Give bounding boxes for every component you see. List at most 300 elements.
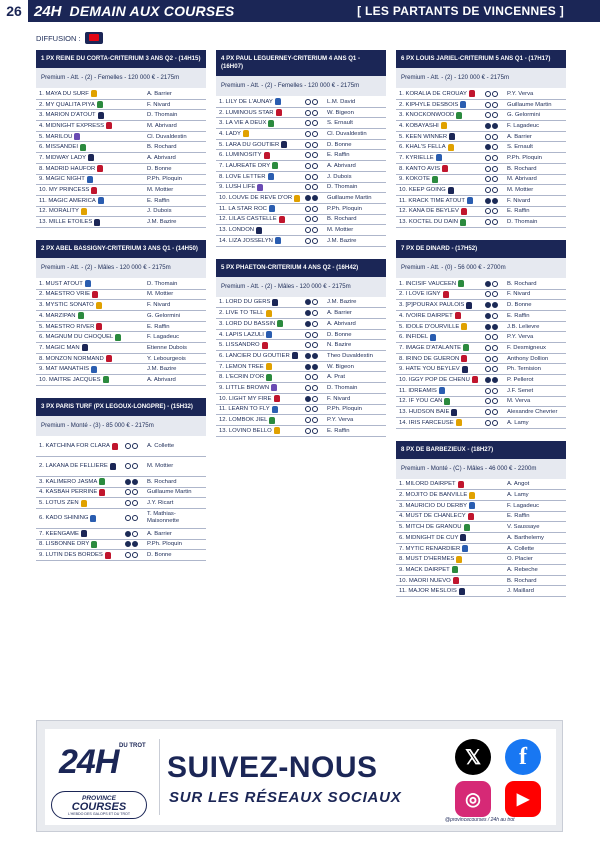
horse-cell: [399, 387, 485, 394]
horseshoe-icon: [132, 479, 138, 485]
horseshoe-icon: [125, 489, 131, 495]
horse-cell: [399, 566, 485, 573]
horse-cell: [399, 122, 485, 129]
runner-row: [396, 386, 566, 397]
horse-name: 8. MONZON NORMAND: [39, 355, 104, 362]
jockey-silk-icon: [97, 101, 103, 108]
horseshoe-icon: [312, 206, 318, 212]
horse-cell: [219, 216, 305, 223]
runner-row: [396, 565, 566, 576]
banner-logo: 24H: [59, 743, 119, 781]
runner-row: [36, 343, 206, 354]
horseshoe-icon: [305, 364, 311, 370]
horse-cell: [219, 120, 305, 127]
runner-row: [396, 512, 566, 523]
jockey-silk-icon: [78, 312, 84, 319]
horse-cell: [399, 481, 485, 488]
shoeing-cell: [305, 364, 327, 370]
runner-row: [396, 501, 566, 512]
horseshoe-icon: [312, 174, 318, 180]
jockey-silk-icon: [430, 334, 436, 341]
runner-row: [216, 225, 386, 236]
horseshoe-icon: [305, 184, 311, 190]
shoeing-cell: [305, 163, 327, 169]
horse-cell: [399, 219, 485, 226]
horse-name: 7. KYRIELLE: [399, 154, 434, 161]
horse-cell: [219, 363, 305, 370]
driver-name: M. Mottier: [147, 462, 174, 469]
horseshoe-icon: [492, 123, 498, 129]
driver-name: F. Lagadeuc: [507, 502, 540, 509]
driver-name: F. Lagadeuc: [507, 122, 540, 129]
horse-cell: [399, 502, 485, 509]
horse-name: 6. KHAL'S FELLA: [399, 144, 446, 151]
horseshoe-icon: [305, 206, 311, 212]
horseshoe-icon: [305, 110, 311, 116]
horseshoe-icon: [312, 406, 318, 412]
runner-row: [216, 298, 386, 309]
jockey-silk-icon: [459, 588, 465, 595]
horse-name: 10. MAITRE JACQUES: [39, 376, 101, 383]
driver-name: Guillaume Martin: [147, 489, 192, 496]
race-conditions: Premium - Monté - (3) - 85 000 € - 2175m: [36, 416, 206, 437]
jockey-silk-icon: [266, 310, 272, 317]
runner-row: [36, 290, 206, 301]
horse-name: 2. MAESTRO VRIE: [39, 291, 91, 298]
driver-name: F. Nivard: [147, 302, 171, 309]
horse-cell: [39, 101, 125, 108]
shoeing-cell: [485, 366, 507, 372]
horse-name: 9. KOKOTE: [399, 176, 431, 183]
facebook-icon[interactable]: f: [505, 739, 541, 775]
horseshoe-icon: [492, 144, 498, 150]
jockey-silk-icon: [432, 176, 438, 183]
horse-cell: [219, 130, 305, 137]
driver-name: Alexandre Chevrier: [507, 409, 558, 416]
driver-name: Ph. Ternision: [507, 366, 541, 373]
jockey-silk-icon: [274, 395, 280, 402]
runner-row: [396, 110, 566, 121]
driver-name: E. Raffin: [507, 208, 530, 215]
horseshoe-icon: [312, 120, 318, 126]
jockey-silk-icon: [115, 334, 121, 341]
horse-name: 5. MARILOU: [39, 133, 73, 140]
horse-name: 1. MUST ATOUT: [39, 280, 83, 287]
runner-row: [396, 121, 566, 132]
horse-name: 5. MAESTRO RIVER: [39, 323, 95, 330]
horseshoe-icon: [305, 99, 311, 105]
jockey-silk-icon: [467, 197, 473, 204]
horseshoe-icon: [305, 142, 311, 148]
shoeing-cell: [305, 353, 327, 359]
driver-name: J. Dubois: [327, 173, 352, 180]
horse-name: 6. LUMINOSITY: [219, 152, 262, 159]
horseshoe-icon: [485, 176, 491, 182]
horse-cell: [399, 291, 485, 298]
jockey-silk-icon: [272, 162, 278, 169]
runner-row: [36, 164, 206, 175]
runner-row: [36, 364, 206, 375]
shoeing-cell: [485, 166, 507, 172]
horseshoe-icon: [305, 310, 311, 316]
horse-name: 5. KEEN WINNER: [399, 133, 448, 140]
shoeing-cell: [485, 377, 507, 383]
shoeing-cell: [485, 198, 507, 204]
horse-cell: [399, 302, 485, 309]
horseshoe-icon: [492, 208, 498, 214]
driver-name: J.Y. Ricart: [147, 500, 174, 507]
shoeing-cell: [305, 321, 327, 327]
jockey-silk-icon: [90, 515, 96, 522]
horse-name: 13. MILLE ETOILES: [39, 219, 93, 226]
driver-name: D. Thomain: [327, 384, 358, 391]
horse-name: 12. KANA DE BEYLEV: [399, 208, 459, 215]
horseshoe-icon: [125, 443, 131, 449]
jockey-silk-icon: [448, 187, 454, 194]
horse-name: 2. LAKANA DE FELLIERE: [39, 462, 108, 469]
shoeing-cell: [305, 174, 327, 180]
jockey-silk-icon: [91, 366, 97, 373]
race-block: [216, 50, 386, 247]
jockey-silk-icon: [460, 534, 466, 541]
horse-cell: [39, 291, 125, 298]
driver-name: A. Barthelemy: [507, 534, 544, 541]
driver-name: E. Raffin: [507, 513, 530, 520]
horse-cell: [219, 173, 305, 180]
horse-name: 3. LORD DU BASSIN: [219, 320, 276, 327]
social-banner: [36, 720, 563, 832]
horseshoe-icon: [492, 420, 498, 426]
horse-name: 6. KADO SHINING: [39, 514, 89, 521]
runner-row: [396, 196, 566, 207]
driver-name: W. Bigeon: [327, 363, 354, 370]
driver-name: A. Barrier: [507, 133, 532, 140]
runner-row: [216, 330, 386, 341]
driver-name: A. Abrivard: [327, 320, 356, 327]
youtube-icon[interactable]: ▶: [505, 781, 541, 817]
horse-cell: [219, 152, 305, 159]
shoeing-cell: [485, 409, 507, 415]
race-title: 6 PX LOUIS JARIEL-CRITERIUM 5 ANS Q1 - (17H17): [396, 50, 566, 68]
horseshoe-icon: [125, 500, 131, 506]
horse-name: 8. MUST D'HERMES: [399, 556, 455, 563]
horseshoe-icon: [305, 406, 311, 412]
runner-row: [36, 498, 206, 509]
driver-name: D. Thomain: [147, 112, 178, 119]
runner-row: [396, 300, 566, 311]
driver-name: P.Ph. Ploquin: [327, 205, 362, 212]
horseshoe-icon: [492, 291, 498, 297]
runner-row: [36, 488, 206, 499]
runner-row: [216, 351, 386, 362]
jockey-silk-icon: [276, 109, 282, 116]
jockey-silk-icon: [271, 384, 277, 391]
horseshoe-icon: [485, 112, 491, 118]
driver-name: E. Raffin: [327, 427, 350, 434]
horse-name: 5. IDOLE D'OURVILLE: [399, 323, 460, 330]
shoeing-cell: [485, 302, 507, 308]
jockey-silk-icon: [456, 556, 462, 563]
jockey-silk-icon: [96, 323, 102, 330]
horseshoe-icon: [305, 195, 311, 201]
jockey-silk-icon: [464, 524, 470, 531]
jockey-silk-icon: [453, 577, 459, 584]
province-courses-logo: PROVINCE COURSES L'HEBDO DES GALOPS ET DU TROT: [51, 791, 147, 819]
horse-name: 11. MAGIC AMERICA: [39, 197, 96, 204]
horse-cell: [399, 101, 485, 108]
runner-row: [216, 415, 386, 426]
horse-cell: [39, 208, 125, 215]
horseshoe-icon: [312, 364, 318, 370]
horse-cell: [219, 299, 305, 306]
horseshoe-icon: [312, 310, 318, 316]
horseshoe-icon: [305, 163, 311, 169]
horse-cell: [39, 112, 125, 119]
jockey-silk-icon: [449, 133, 455, 140]
horse-cell: [219, 331, 305, 338]
jockey-silk-icon: [81, 530, 87, 537]
driver-name: A. Lamy: [507, 492, 529, 499]
runner-row: [36, 477, 206, 488]
runner-row: [396, 142, 566, 153]
driver-name: A. Abrivard: [147, 376, 176, 383]
driver-name: D. Bonne: [507, 302, 532, 309]
shoeing-cell: [125, 541, 147, 547]
horse-cell: [219, 205, 305, 212]
horse-cell: [39, 443, 125, 450]
horse-name: 7. IMAGE D'ATALANTE: [399, 344, 462, 351]
horse-cell: [219, 395, 305, 402]
horseshoe-icon: [312, 195, 318, 201]
horse-cell: [219, 227, 305, 234]
horse-name: 8. KANTO AVIS: [399, 165, 441, 172]
horse-name: 6. MIDNIGHT DE CUY: [399, 534, 459, 541]
jockey-silk-icon: [87, 176, 93, 183]
horse-name: 3. KNOCKONWOOD: [399, 112, 455, 119]
driver-name: B. Rochard: [327, 216, 357, 223]
horseshoe-icon: [125, 463, 131, 469]
runner-row: [36, 89, 206, 100]
horseshoe-icon: [125, 541, 131, 547]
shoeing-cell: [485, 398, 507, 404]
runner-row: [216, 118, 386, 129]
jockey-silk-icon: [456, 419, 462, 426]
horse-name: 6. INFIDEL: [399, 334, 429, 341]
tv-channel-icon: [85, 32, 103, 44]
jockey-silk-icon: [94, 219, 100, 226]
driver-name: F. Nivard: [147, 101, 171, 108]
runner-row: [36, 509, 206, 529]
jockey-silk-icon: [268, 173, 274, 180]
jockey-silk-icon: [452, 566, 458, 573]
diffusion: [36, 32, 103, 44]
horse-name: 3. MARION D'ATOUT: [39, 112, 96, 119]
horse-name: 13. KOCTEL DU DAIN: [399, 219, 459, 226]
jockey-silk-icon: [98, 112, 104, 119]
driver-name: V. Saussaye: [507, 524, 540, 531]
horseshoe-icon: [485, 155, 491, 161]
horseshoe-icon: [485, 198, 491, 204]
horse-cell: [39, 187, 125, 194]
horseshoe-icon: [485, 324, 491, 330]
runner-row: [36, 311, 206, 322]
shoeing-cell: [125, 463, 147, 469]
horse-name: 6. MAGNUM DU CHOQUEL: [39, 334, 114, 341]
jockey-silk-icon: [472, 376, 478, 383]
horse-cell: [399, 112, 485, 119]
driver-name: J.M. Bazire: [327, 299, 357, 306]
shoeing-cell: [305, 227, 327, 233]
horseshoe-icon: [305, 374, 311, 380]
horseshoe-icon: [312, 321, 318, 327]
page-topic: [ LES PARTANTS DE VINCENNES ]: [357, 4, 564, 18]
horseshoe-icon: [485, 291, 491, 297]
horse-name: 1. LILY DE L'AUNAY: [219, 98, 273, 105]
instagram-icon[interactable]: ◎: [455, 781, 491, 817]
horse-cell: [39, 219, 125, 226]
shoeing-cell: [485, 388, 507, 394]
runner-row: [36, 207, 206, 218]
horseshoe-icon: [485, 144, 491, 150]
shoeing-cell: [305, 406, 327, 412]
horse-cell: [39, 312, 125, 319]
horse-name: 11. LEARN TO FLY: [219, 406, 270, 413]
horseshoe-icon: [132, 531, 138, 537]
runner-row: [396, 375, 566, 386]
jockey-silk-icon: [82, 344, 88, 351]
driver-name: Y. Lebourgeois: [147, 355, 186, 362]
horseshoe-icon: [485, 313, 491, 319]
runner-row: [36, 196, 206, 207]
horse-cell: [399, 334, 485, 341]
brand-logo: 24H: [34, 2, 62, 20]
driver-name: P.Y. Verva: [327, 417, 354, 424]
horseshoe-icon: [305, 174, 311, 180]
horse-cell: [399, 577, 485, 584]
shoeing-cell: [305, 238, 327, 244]
horse-name: 6. LANCIER DU GOUTIER: [219, 352, 290, 359]
driver-name: Etienne Dubois: [147, 344, 187, 351]
horseshoe-icon: [485, 420, 491, 426]
shoeing-cell: [305, 332, 327, 338]
runner-row: [216, 426, 386, 437]
horse-name: 2. LIVE TO TELL: [219, 310, 264, 317]
driver-name: P.Y. Verva: [507, 334, 534, 341]
driver-name: D. Bonne: [327, 141, 352, 148]
horse-name: 9. MAGIC NIGHT: [39, 176, 85, 183]
horseshoe-icon: [492, 313, 498, 319]
jockey-silk-icon: [458, 481, 464, 488]
jockey-silk-icon: [466, 302, 472, 309]
shoeing-cell: [305, 374, 327, 380]
horseshoe-icon: [312, 227, 318, 233]
horseshoe-icon: [492, 356, 498, 362]
driver-name: Theo Duvaldestin: [327, 352, 373, 359]
runner-row: [36, 540, 206, 551]
runner-row: [396, 343, 566, 354]
horse-name: 11. KRACK TIME ATOUT: [399, 197, 466, 204]
driver-name: J.B. Lelievre: [507, 323, 540, 330]
horseshoe-icon: [492, 112, 498, 118]
horse-cell: [39, 552, 125, 559]
shoeing-cell: [125, 479, 147, 485]
horseshoe-icon: [125, 552, 131, 558]
horseshoe-icon: [485, 388, 491, 394]
horse-name: 7. MAGIC MAN: [39, 344, 80, 351]
jockey-silk-icon: [74, 133, 80, 140]
horse-cell: [39, 489, 125, 496]
horseshoe-icon: [312, 216, 318, 222]
runner-row: [396, 554, 566, 565]
jockey-silk-icon: [441, 122, 447, 129]
horse-cell: [399, 280, 485, 287]
driver-name: M. Mottier: [147, 187, 174, 194]
horseshoe-icon: [312, 299, 318, 305]
shoeing-cell: [485, 356, 507, 362]
runner-row: [36, 322, 206, 333]
race-conditions: Premium - Att. - (2) - Femelles - 120 000 € - 2175m: [36, 68, 206, 89]
banner-logo-tag: DU TROT: [119, 743, 146, 749]
runner-row: [216, 150, 386, 161]
runner-row: [216, 319, 386, 330]
horse-cell: [39, 530, 125, 537]
horse-cell: [39, 344, 125, 351]
horseshoe-icon: [485, 377, 491, 383]
runner-row: [216, 362, 386, 373]
jockey-silk-icon: [256, 227, 262, 234]
jockey-silk-icon: [272, 299, 278, 306]
runner-row: [216, 183, 386, 194]
driver-name: M. Mottier: [507, 187, 534, 194]
runner-row: [396, 279, 566, 290]
horse-cell: [39, 376, 125, 383]
horse-name: 9. LUSH LIFE: [219, 184, 256, 191]
driver-name: F. Nivard: [507, 197, 531, 204]
jockey-silk-icon: [112, 443, 118, 450]
horseshoe-icon: [132, 500, 138, 506]
jockey-silk-icon: [81, 500, 87, 507]
horse-cell: [399, 133, 485, 140]
horseshoe-icon: [312, 131, 318, 137]
jockey-silk-icon: [81, 208, 87, 215]
horseshoe-icon: [305, 131, 311, 137]
horseshoe-icon: [305, 342, 311, 348]
jockey-silk-icon: [91, 541, 97, 548]
jockey-silk-icon: [442, 165, 448, 172]
horse-name: 7. MYTIC RENARDIER: [399, 545, 461, 552]
x-icon[interactable]: 𝕏: [455, 739, 491, 775]
horseshoe-icon: [132, 515, 138, 521]
horseshoe-icon: [492, 281, 498, 287]
horse-cell: [39, 122, 125, 129]
driver-name: P.Ph. Ploquin: [147, 176, 182, 183]
driver-name: D. Bonne: [327, 331, 352, 338]
runner-row: [216, 383, 386, 394]
runner-row: [216, 97, 386, 108]
horseshoe-icon: [492, 345, 498, 351]
runner-row: [36, 300, 206, 311]
shoeing-cell: [125, 552, 147, 558]
horseshoe-icon: [485, 281, 491, 287]
driver-name: F. Nivard: [507, 291, 531, 298]
driver-name: G. Gelormini: [147, 312, 181, 319]
horse-cell: [399, 492, 485, 499]
runner-row: [36, 437, 206, 457]
horseshoe-icon: [305, 428, 311, 434]
race-title: 4 PX PAUL LEGUERNEY-CRITERIUM 4 ANS Q1 - (16H07): [216, 50, 386, 76]
horse-cell: [399, 376, 485, 383]
horse-name: 2. I LOVE IGNY: [399, 291, 441, 298]
